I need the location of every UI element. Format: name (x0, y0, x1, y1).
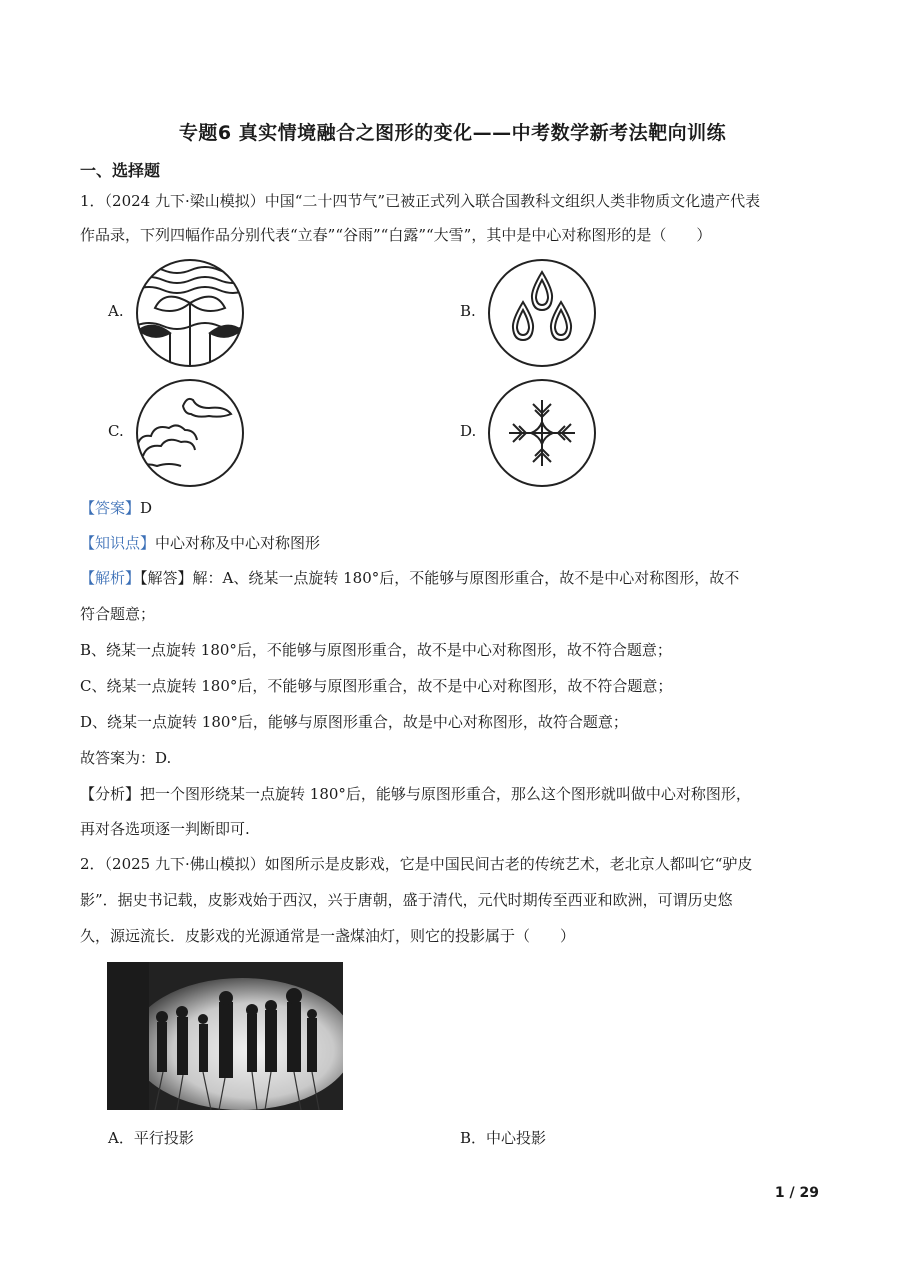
page-number: 1 / 29 (774, 1185, 819, 1201)
analysis-text-1: 【解答】解：A、绕某一点旋转 180°后，不能够与原图形重合，故不是中心对称图形，故不 (140, 569, 740, 587)
knowledge-tag: 【知识点】 (80, 534, 156, 552)
page-title: 专题6 真实情境融合之图形的变化——中考数学新考法靶向训练 (178, 122, 727, 144)
white-dew-figure-image (135, 378, 245, 488)
option-c-label: C. (108, 422, 124, 440)
option-a-label: A. (108, 302, 124, 320)
option-d-label: D. (460, 422, 477, 440)
option-b-label: B. (460, 302, 476, 320)
q1-answer-line (80, 497, 825, 519)
q1-fenxi-line1: 【分析】把一个图形绕某一点旋转 180°后，能够与原图形重合，那么这个图形就叫做中心对称图形， (80, 785, 751, 803)
q2-stem-line1: 2．（2025 九下·佛山模拟）如图所示是皮影戏，它是中国民间古老的传统艺术，老北京人都叫它“驴皮 (80, 855, 753, 873)
q1-knowledge-line (80, 532, 825, 554)
q1-analysis-line1 (80, 567, 825, 589)
q1-stem-line1: 1．（2024 九下·梁山模拟）中国“二十四节气”已被正式列入联合国教科文组织人类非物质文化遗产代表 (80, 192, 761, 210)
knowledge-value: 中心对称及中心对称图形 (155, 534, 321, 552)
grain-rain-figure-image (487, 258, 597, 368)
q1-fenxi-line2: 再对各选项逐一判断即可. (80, 820, 250, 838)
q1-analysis-line2: 符合题意； (80, 605, 156, 623)
q1-analysis-line4: C、绕某一点旋转 180°后，不能够与原图形重合，故不是中心对称图形，故不符合题意； (80, 677, 673, 695)
q2-option-a: A．平行投影 (108, 1129, 194, 1147)
q1-analysis-line5: D、绕某一点旋转 180°后，能够与原图形重合，故是中心对称图形，故符合题意； (80, 713, 628, 731)
answer-tag: 【答案】 (80, 499, 141, 517)
q1-analysis-line3: B、绕某一点旋转 180°后，不能够与原图形重合，故不是中心对称图形，故不符合题意； (80, 641, 672, 659)
q1-stem-line2: 作品录，下列四幅作品分别代表“立春”“谷雨”“白露”“大雪”，其中是中心对称图形的是（ ） (80, 226, 712, 244)
spring-figure-image (135, 258, 245, 368)
q1-analysis-line6: 故答案为：D. (80, 749, 172, 767)
shadow-puppet-photo (107, 962, 343, 1110)
q2-stem-line2: 影”．据史书记载，皮影戏始于西汉，兴于唐朝，盛于清代，元代时期传至西亚和欧洲，可谓历史悠 (80, 891, 733, 909)
q2-stem-line3: 久，源远流长．皮影戏的光源通常是一盏煤油灯，则它的投影属于（ ） (80, 927, 576, 945)
great-snow-figure-image (487, 378, 597, 488)
section-heading: 一、选择题 (80, 161, 161, 180)
q2-option-b: B．中心投影 (460, 1129, 547, 1147)
analysis-tag: 【解析】 (80, 569, 141, 587)
answer-value: D (140, 499, 153, 517)
